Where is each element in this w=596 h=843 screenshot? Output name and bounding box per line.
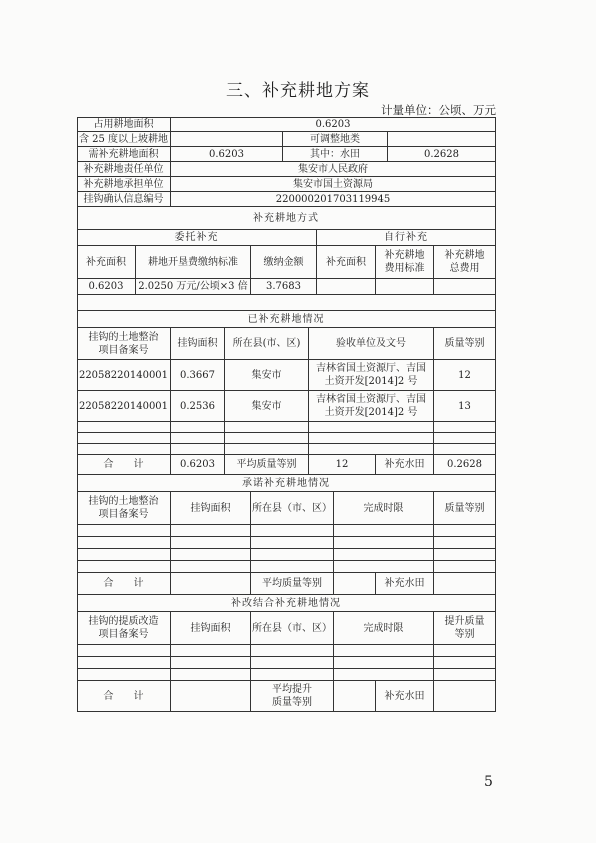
completed-header: 验收单位及文号 — [309, 328, 434, 360]
blank-cell — [251, 561, 334, 573]
blank-cell — [251, 525, 334, 537]
blank-cell — [77, 657, 171, 669]
blank-cell — [434, 561, 496, 573]
promised-total-cell — [434, 573, 496, 595]
blank-cell — [225, 422, 309, 433]
upgrade-header: 提升质量 等别 — [434, 612, 496, 645]
blank-cell — [434, 422, 496, 433]
promised-total-cell: 合 计 — [77, 573, 171, 595]
paddy-value: 0.2628 — [388, 147, 496, 162]
entrusted-label: 委托补充 — [77, 230, 317, 246]
blank-cell — [434, 657, 496, 669]
blank-cell — [251, 669, 334, 681]
completed-header: 质量等别 — [434, 328, 496, 360]
undertaker-unit-value: 集安市国土资源局 — [171, 177, 496, 192]
blank-cell — [171, 444, 225, 455]
adjustable-land-label: 可调整地类 — [283, 132, 388, 147]
blank-cell — [251, 537, 334, 549]
slope-land-value — [171, 132, 283, 147]
table-row: 吉林省国土资源厅、吉国 土资开发[2014]2 号 — [309, 391, 434, 422]
completed-total-cell: 12 — [309, 455, 376, 475]
promised-total-cell — [171, 573, 251, 595]
blank-cell — [309, 444, 434, 455]
upgrade-total-cell — [334, 681, 376, 712]
blank-cell — [434, 549, 496, 561]
blank-cell — [77, 549, 171, 561]
blank-cell — [225, 433, 309, 444]
upgrade-total-cell — [171, 681, 251, 712]
promised-header: 所在县（市、区） — [251, 492, 334, 525]
table-row: 0.3667 — [171, 360, 225, 391]
blank-cell — [434, 645, 496, 657]
promised-header: 完成时限 — [334, 492, 434, 525]
table-row: 集安市 — [225, 360, 309, 391]
blank-cell — [77, 645, 171, 657]
blank-cell — [251, 645, 334, 657]
blank-cell — [77, 422, 171, 433]
slope-land-label: 含 25 度以上坡耕地 — [77, 132, 171, 147]
adjustable-land-value — [388, 132, 496, 147]
method-header: 耕地开垦费缴纳标准 — [136, 246, 251, 279]
promised-total-cell — [334, 573, 376, 595]
occupied-area-value: 0.6203 — [171, 117, 496, 132]
completed-total-cell: 平均质量等别 — [225, 455, 309, 475]
method-header: 补充面积 — [77, 246, 136, 279]
paddy-label: 其中：水田 — [283, 147, 388, 162]
blank-cell — [171, 645, 251, 657]
blank-cell — [434, 525, 496, 537]
upgrade-section-title: 补改结合补充耕地情况 — [77, 595, 496, 612]
table-row: 集安市 — [225, 391, 309, 422]
blank-cell — [171, 422, 225, 433]
upgrade-header: 所在县（市、区） — [251, 612, 334, 645]
responsible-unit-label: 补充耕地责任单位 — [77, 162, 171, 177]
unit-note: 计量单位：公顷、万元 — [381, 103, 496, 117]
table-row: 吉林省国土资源厅、吉国 土资开发[2014]2 号 — [309, 360, 434, 391]
table-row: 12 — [434, 360, 496, 391]
blank-cell — [334, 561, 434, 573]
blank-cell — [225, 444, 309, 455]
blank-cell — [77, 561, 171, 573]
blank-cell — [251, 657, 334, 669]
responsible-unit-value: 集安市人民政府 — [171, 162, 496, 177]
table-row: 22058220140001 — [77, 391, 171, 422]
completed-header: 挂钩的土地整治 项目备案号 — [77, 328, 171, 360]
blank-cell — [77, 525, 171, 537]
confirm-number-value: 220000201703119945 — [171, 192, 496, 207]
method-header: 补充耕地 费用标准 — [376, 246, 434, 279]
undertaker-unit-label: 补充耕地承担单位 — [77, 177, 171, 192]
blank-cell — [171, 561, 251, 573]
method-section-title: 补充耕地方式 — [77, 207, 496, 230]
blank-cell — [309, 422, 434, 433]
promised-total-cell: 平均质量等别 — [251, 573, 334, 595]
blank-cell — [434, 433, 496, 444]
method-cell: 2.0250 万元/公顷×3 倍 — [136, 279, 251, 295]
promised-header: 质量等别 — [434, 492, 496, 525]
method-cell: 3.7683 — [251, 279, 317, 295]
promised-section-title: 承诺补充耕地情况 — [77, 475, 496, 492]
blank-cell — [334, 657, 434, 669]
method-header: 补充面积 — [317, 246, 376, 279]
required-area-value: 0.6203 — [171, 147, 283, 162]
completed-total-cell: 补充水田 — [376, 455, 434, 475]
upgrade-total-cell: 补充水田 — [376, 681, 434, 712]
completed-total-cell: 0.2628 — [434, 455, 496, 475]
page-number: 5 — [484, 774, 493, 790]
method-cell — [376, 279, 434, 295]
table-row: 22058220140001 — [77, 360, 171, 391]
blank-cell — [171, 537, 251, 549]
blank-cell — [171, 657, 251, 669]
blank-cell — [77, 537, 171, 549]
blank-cell — [334, 645, 434, 657]
completed-header: 挂钩面积 — [171, 328, 225, 360]
promised-header: 挂钩面积 — [171, 492, 251, 525]
page-title: 三、补充耕地方案 — [226, 81, 370, 101]
upgrade-total-cell: 合 计 — [77, 681, 171, 712]
upgrade-header: 挂钩面积 — [171, 612, 251, 645]
blank-cell — [434, 537, 496, 549]
completed-section-title: 已补充耕地情况 — [77, 311, 496, 328]
blank-cell — [334, 525, 434, 537]
blank-cell — [434, 669, 496, 681]
blank-cell — [334, 537, 434, 549]
completed-total-cell: 0.6203 — [171, 455, 225, 475]
blank-cell — [171, 525, 251, 537]
completed-total-cell: 合 计 — [77, 455, 171, 475]
blank-cell — [77, 669, 171, 681]
method-header: 缴纳金额 — [251, 246, 317, 279]
blank-cell — [309, 433, 434, 444]
occupied-area-label: 占用耕地面积 — [77, 117, 171, 132]
upgrade-header: 完成时限 — [334, 612, 434, 645]
table-row: 13 — [434, 391, 496, 422]
upgrade-header: 挂钩的提质改造 项目备案号 — [77, 612, 171, 645]
method-cell — [434, 279, 496, 295]
upgrade-total-cell — [434, 681, 496, 712]
blank-cell — [77, 444, 171, 455]
upgrade-total-cell: 平均提升 质量等别 — [251, 681, 334, 712]
promised-header: 挂钩的土地整治 项目备案号 — [77, 492, 171, 525]
method-cell — [317, 279, 376, 295]
blank-cell — [171, 433, 225, 444]
blank-cell — [334, 669, 434, 681]
method-cell: 0.6203 — [77, 279, 136, 295]
required-area-label: 需补充耕地面积 — [77, 147, 171, 162]
promised-total-cell: 补充水田 — [376, 573, 434, 595]
blank-cell — [334, 549, 434, 561]
blank-row — [77, 295, 496, 311]
table-row: 0.2536 — [171, 391, 225, 422]
blank-cell — [77, 433, 171, 444]
blank-cell — [171, 669, 251, 681]
self-label: 自行补充 — [317, 230, 496, 246]
completed-header: 所在县(市、区) — [225, 328, 309, 360]
blank-cell — [434, 444, 496, 455]
confirm-number-label: 挂钩确认信息编号 — [77, 192, 171, 207]
blank-cell — [171, 549, 251, 561]
method-header: 补充耕地 总费用 — [434, 246, 496, 279]
blank-cell — [251, 549, 334, 561]
